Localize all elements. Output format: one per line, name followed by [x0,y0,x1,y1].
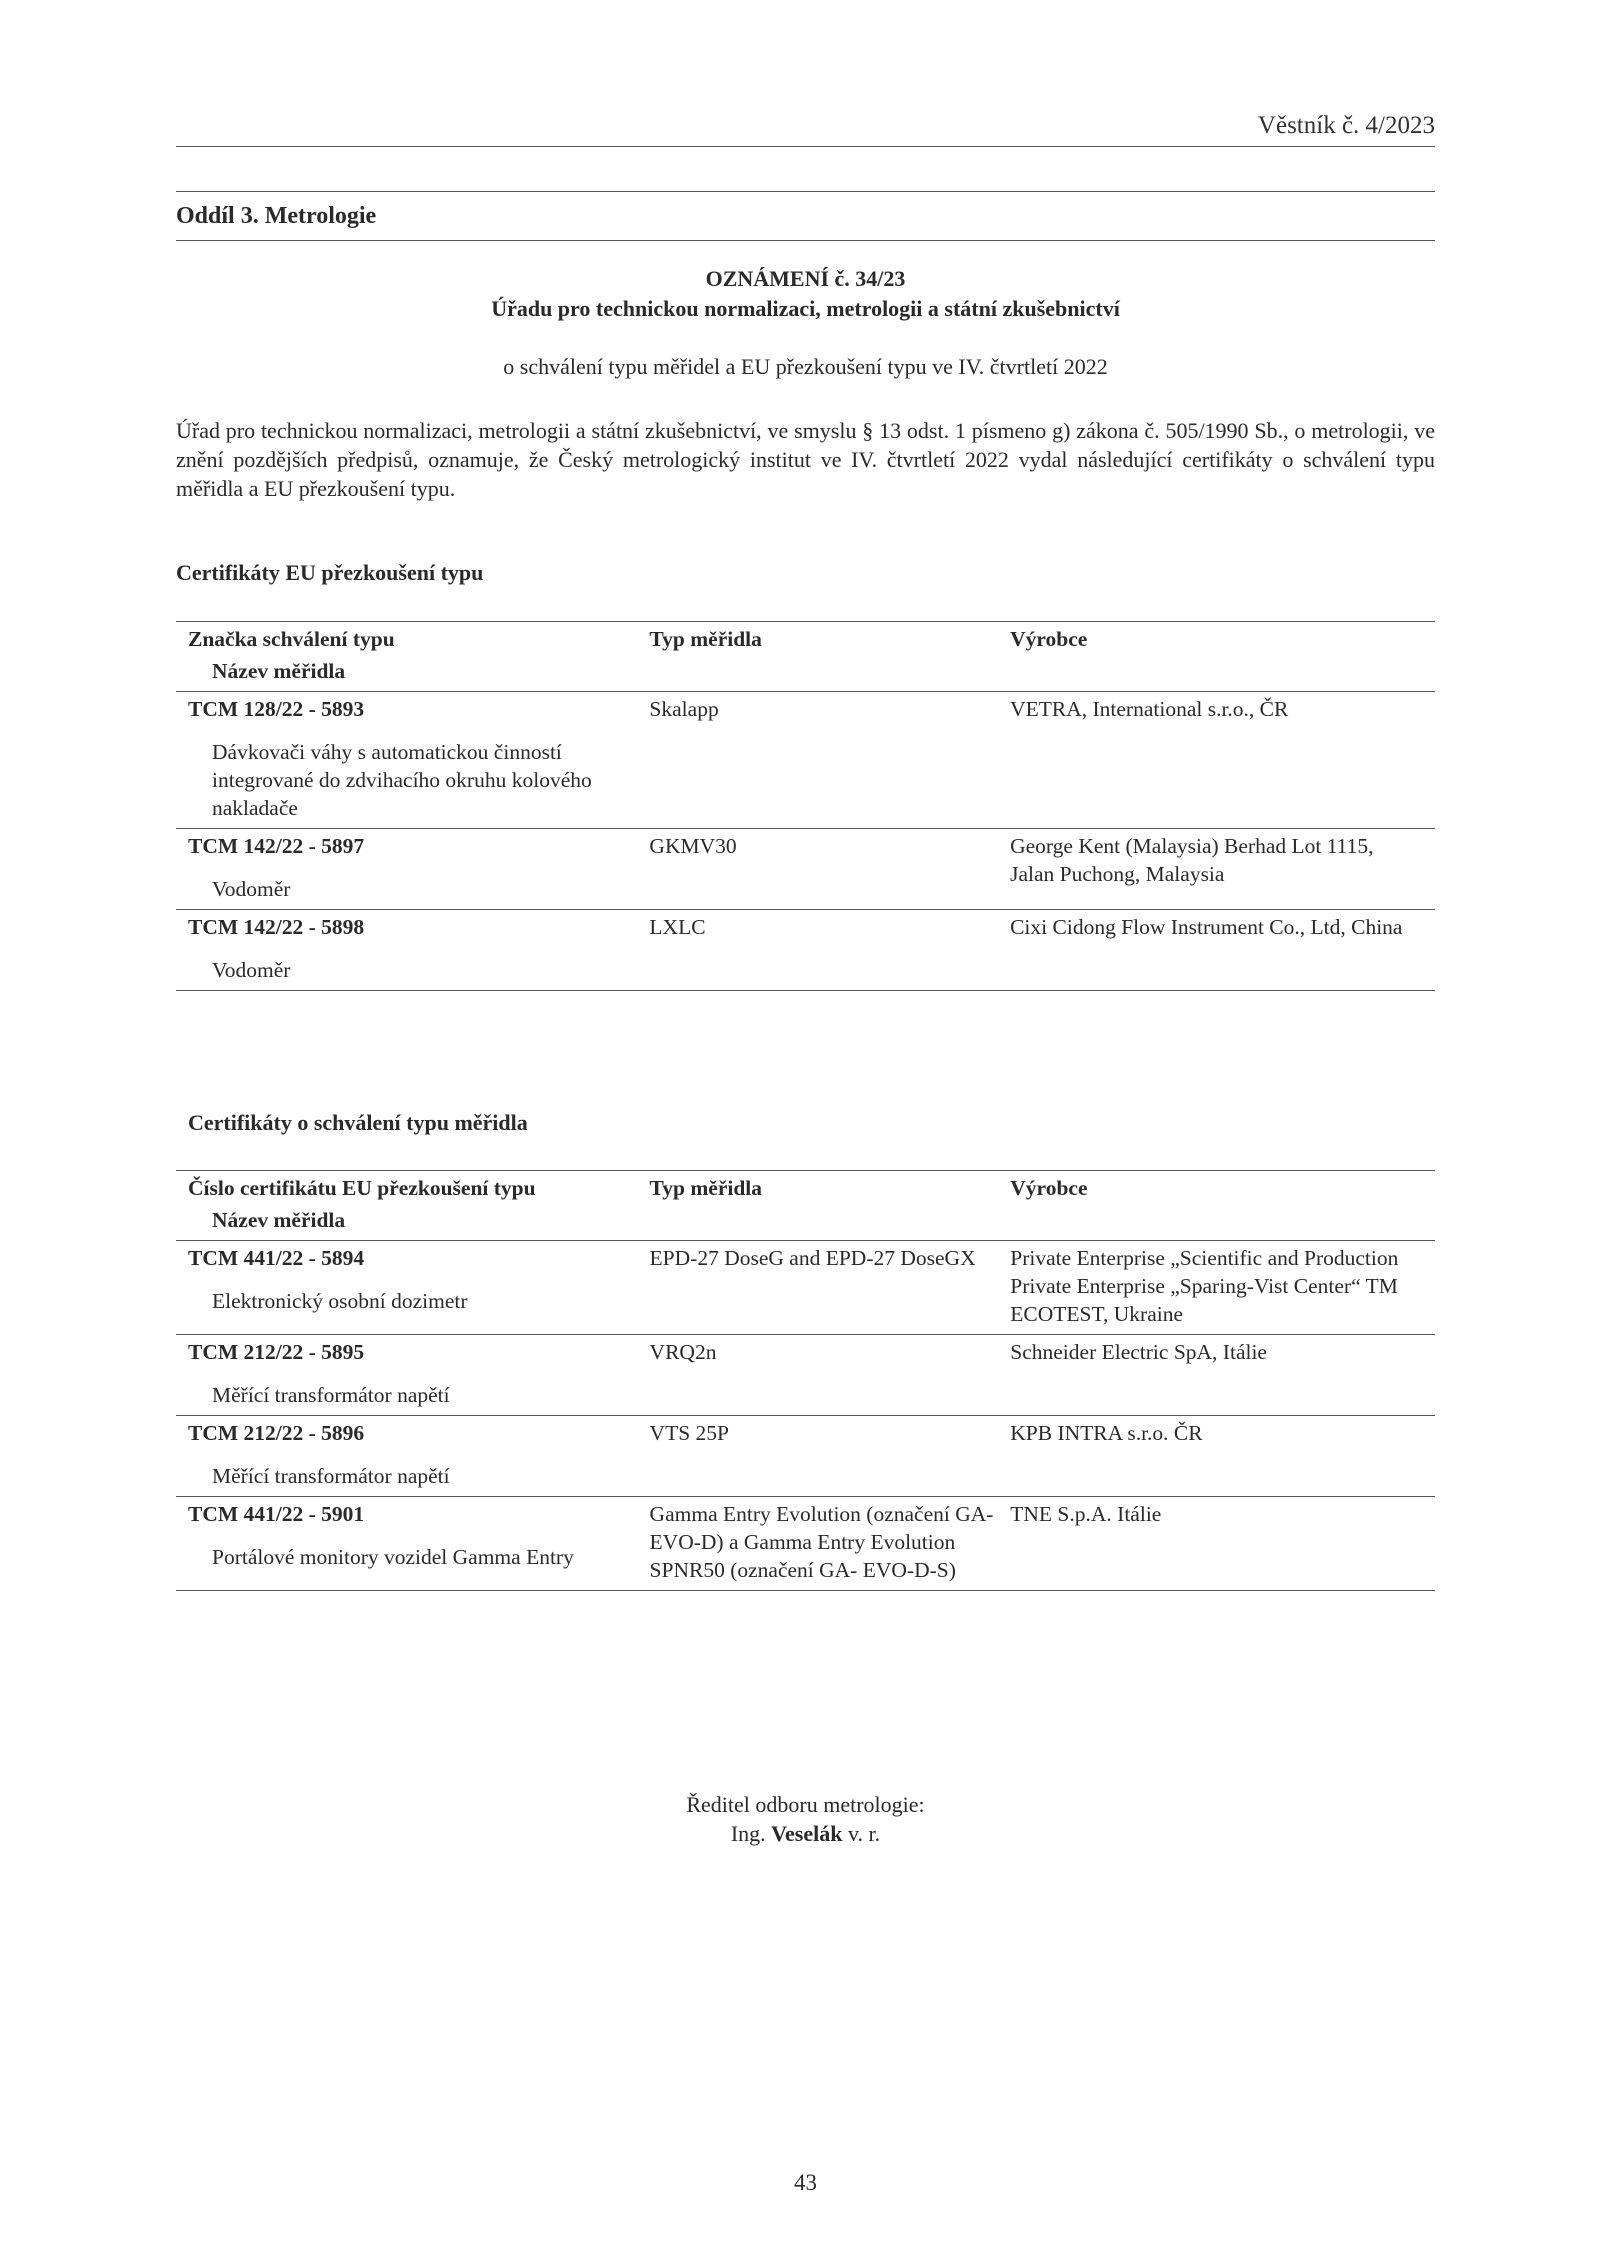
signature-prefix: Ing. [730,1821,766,1846]
manufacturer: KPB INTRA s.r.o. ČR [1010,1421,1203,1445]
instrument-name: Vodoměr [212,877,291,901]
col-header-code: Značka schválení typu [188,627,395,651]
table-row [176,1497,1435,1591]
col-header-type: Typ měřidla [649,627,762,651]
table-row [176,1335,1435,1416]
notice-subject: o schválení typu měřidel a EU přezkoušení typu ve IV. čtvrtletí 2022 [503,354,1108,379]
cert-code: TCM 441/22 - 5901 [188,1502,365,1526]
section-rule-top [176,191,1435,192]
manufacturer: TNE S.p.A. Itálie [1010,1502,1162,1526]
signature-name-line [176,1819,1435,1848]
table-row [176,1241,1435,1335]
cert-code: TCM 212/22 - 5896 [188,1421,365,1445]
col-header-maker: Výrobce [1010,627,1088,651]
col-header-name: Název měřidla [212,1208,346,1232]
cert-code: TCM 142/22 - 5898 [188,915,365,939]
instrument-type: LXLC [649,915,706,939]
signature-block [176,1790,1435,1848]
section-rule-bottom [176,240,1435,241]
manufacturer: Private Enterprise „Scientific and Production Private Enterprise „Sparing-Vist Center“ TM ECOTEST, Ukraine [1010,1246,1399,1326]
manufacturer: George Kent (Malaysia) Berhad Lot 1115, Jalan Puchong, Malaysia [1010,834,1374,886]
table-header-row [176,1171,1435,1241]
signature-role: Ředitel odboru metrologie: [686,1792,925,1817]
instrument-type: Skalapp [649,697,719,721]
eu-certificates-table [176,621,1435,991]
col-header-code: Číslo certifikátu EU přezkoušení typu [188,1176,536,1200]
table2-heading: Certifikáty o schválení typu měřidla [188,1110,528,1135]
instrument-name: Měřící transformátor napětí [212,1383,450,1407]
cert-code: TCM 142/22 - 5897 [188,834,365,858]
manufacturer: Cixi Cidong Flow Instrument Co., Ltd, China [1010,915,1403,939]
page-number: 43 [794,2170,817,2195]
col-header-maker: Výrobce [1010,1176,1088,1200]
section-title: Oddíl 3. Metrologie [176,203,377,229]
instrument-name: Portálové monitory vozidel Gamma Entry [212,1545,574,1569]
manufacturer: VETRA, International s.r.o., ČR [1010,697,1289,721]
table1-heading: Certifikáty EU přezkoušení typu [176,560,484,585]
signature-surname: Veselák [771,1821,843,1846]
type-approval-table [176,1170,1435,1591]
cert-code: TCM 212/22 - 5895 [188,1340,365,1364]
table-row [176,829,1435,910]
col-header-type: Typ měřidla [649,1176,763,1200]
table-row [176,1416,1435,1497]
cert-code: TCM 128/22 - 5893 [188,697,365,721]
table-row [176,910,1435,991]
instrument-type: VTS 25P [649,1421,729,1445]
notice-office: Úřadu pro technickou normalizaci, metrologii a státní zkušebnictví [491,296,1120,321]
notice-number: OZNÁMENÍ č. 34/23 [705,266,906,291]
manufacturer: Schneider Electric SpA, Itálie [1010,1340,1267,1364]
instrument-name: Vodoměr [212,958,291,982]
instrument-type: Gamma Entry Evolution (označení GA-EVO-D) a Gamma Entry Evolution SPNR50 (označení GA- EVO-D-S) [649,1502,994,1582]
instrument-type: GKMV30 [649,834,737,858]
instrument-name: Dávkovači váhy s automatickou činností integrované do zdvihacího okruhu kolového nakladače [212,740,592,820]
journal-header: Věstník č. 4/2023 [1257,112,1435,139]
cert-code: TCM 441/22 - 5894 [188,1246,365,1270]
signature-suffix: v. r. [847,1821,881,1846]
instrument-name: Měřící transformátor napětí [212,1464,450,1488]
table-row [176,692,1435,829]
instrument-name: Elektronický osobní dozimetr [212,1289,468,1313]
col-header-name: Název měřidla [212,659,346,683]
notice-intro: Úřad pro technickou normalizaci, metrologii a státní zkušebnictví, ve smyslu § 13 odst. 1 písmeno g) zákona č. 505/1990 Sb., o metrologii, ve znění pozdějších předpisů, oznamuje, že Český metrologický institut ve IV. čtvrtletí 2022 vydal následující certifikáty o schválení typu měřidla a EU přezkoušení typu. [176,418,1435,501]
header-rule [176,146,1435,147]
instrument-type: EPD-27 DoseG and EPD-27 DoseGX [649,1246,976,1270]
instrument-type: VRQ2n [649,1340,717,1364]
table-header-row [176,622,1435,692]
